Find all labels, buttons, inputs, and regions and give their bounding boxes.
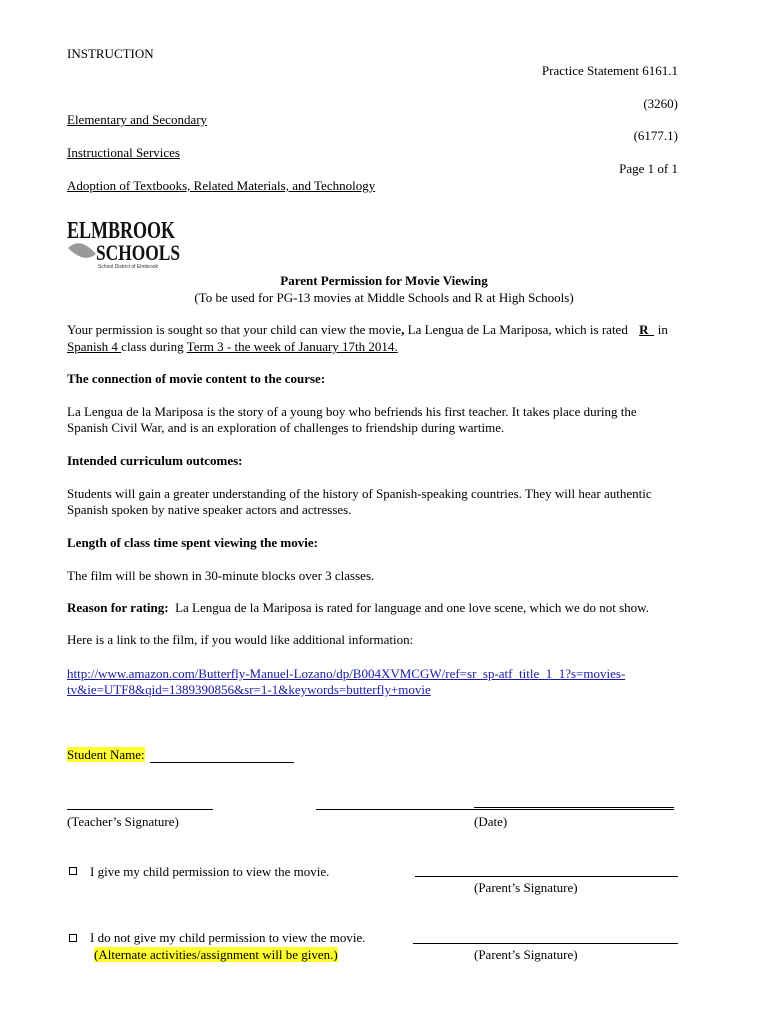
- alternate-note-text: (Alternate activities/assignment will be given.): [94, 947, 338, 962]
- date-label: (Date): [474, 814, 508, 829]
- parent-signature-label: (Parent’s Signature): [474, 947, 578, 962]
- intro-text: , which is rated: [548, 322, 632, 337]
- student-name-label: [67, 747, 145, 763]
- movie-title: La Lengua de La Mariposa: [404, 322, 549, 337]
- intro-text: class during: [121, 339, 187, 354]
- intro-text: in: [654, 322, 668, 337]
- term-dates: Term 3 - the week of January 17th 2014.: [186, 339, 398, 354]
- give-permission-text: I give my child permission to view the movie.: [90, 864, 330, 879]
- student-name-field[interactable]: [150, 762, 294, 763]
- outcomes-heading: Intended curriculum outcomes:: [67, 453, 243, 468]
- connection-heading: The connection of movie content to the course:: [67, 371, 326, 386]
- intro-line-2: [67, 339, 398, 355]
- link-intro: Here is a link to the film, if you would like additional information:: [67, 632, 414, 647]
- page-number: Page 1 of 1: [619, 161, 678, 176]
- parent-signature-line[interactable]: [415, 876, 678, 877]
- policy-code: (6177.1): [633, 128, 678, 143]
- topic: Adoption of Textbooks, Related Materials, and Technology: [67, 178, 376, 193]
- give-permission-checkbox[interactable]: [69, 867, 77, 875]
- teacher-signature-label: (Teacher’s Signature): [67, 814, 179, 829]
- policy-code: (3260): [643, 96, 678, 111]
- parent-signature-label: (Parent’s Signature): [474, 880, 578, 895]
- outcomes-text: Spanish spoken by native speaker actors and actresses.: [67, 502, 352, 517]
- category: Elementary and Secondary: [67, 112, 208, 127]
- form-title: Parent Permission for Movie Viewing: [280, 273, 488, 288]
- date-line-thick: [474, 807, 674, 808]
- teacher-signature-line[interactable]: [67, 809, 213, 810]
- length-heading: Length of class time spent viewing the movie:: [67, 535, 318, 550]
- amazon-link-continued[interactable]: tv&ie=UTF8&qid=1389390856&sr=1-1&keywords=butterfly+movie: [67, 682, 431, 697]
- course-name: Spanish 4: [67, 339, 122, 354]
- student-name-label-text: Student Name:: [67, 747, 145, 762]
- length-text: The film will be shown in 30-minute blocks over 3 classes.: [67, 568, 375, 583]
- connection-text: La Lengua de la Mariposa is the story of a young boy who befriends his first teacher. It takes place during the: [67, 404, 637, 419]
- parent-signature-line[interactable]: [413, 943, 678, 944]
- section-label: INSTRUCTION: [67, 46, 154, 61]
- amazon-link[interactable]: http://www.amazon.com/Butterfly-Manuel-Lozano/dp/B004XVMCGW/ref=sr_sp-atf_title_1_1?s=movies-: [67, 666, 626, 681]
- outcomes-text: Students will gain a greater understanding of the history of Spanish-speaking countries. They will hear authentic: [67, 486, 652, 501]
- intro-text: Your permission is sought so that your child can view the movie: [67, 322, 402, 337]
- connection-text: Spanish Civil War, and is an exploration of challenges to friendship during wartime.: [67, 420, 505, 435]
- date-line[interactable]: [316, 809, 674, 810]
- deny-permission-checkbox[interactable]: [69, 934, 77, 942]
- svg-text:School District of Elmbrook: School District of Elmbrook: [98, 264, 159, 270]
- reason-label: Reason for rating:: [67, 600, 169, 615]
- movie-rating: R: [639, 322, 649, 337]
- svg-text:ELMBROOK: ELMBROOK: [67, 218, 176, 244]
- alternate-note: [94, 947, 338, 963]
- elmbrook-schools-logo: [66, 214, 182, 270]
- practice-statement: Practice Statement 6161.1: [541, 63, 678, 78]
- reason-text: La Lengua de la Mariposa is rated for language and one love scene, which we do not show.: [168, 600, 649, 615]
- svg-text:SCHOOLS: SCHOOLS: [96, 240, 180, 265]
- reason-line: [67, 600, 649, 616]
- intro-line-1: [67, 322, 668, 338]
- form-subtitle: (To be used for PG-13 movies at Middle Schools and R at High Schools): [194, 290, 574, 305]
- deny-permission-text: I do not give my child permission to view the movie.: [90, 930, 366, 945]
- intro-comma: ,: [401, 322, 405, 337]
- subcategory: Instructional Services: [67, 145, 180, 160]
